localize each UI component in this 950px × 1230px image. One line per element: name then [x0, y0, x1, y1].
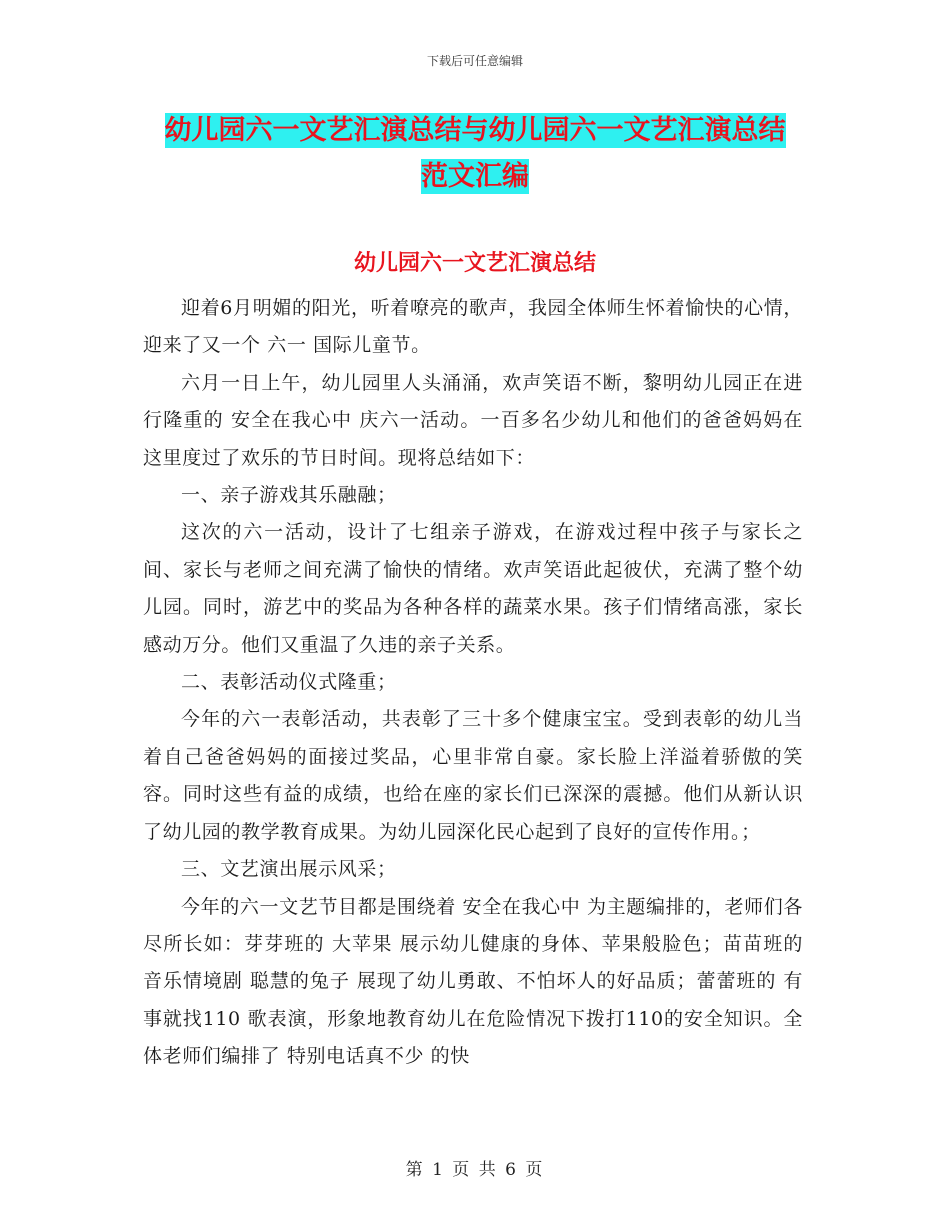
page-header-note: 下载后可任意编辑	[426, 54, 523, 68]
document-title-line-1: 幼儿园六一文艺汇演总结与幼儿园六一文艺汇演总结	[164, 115, 786, 146]
paragraph: 今年的六一文艺节目都是围绕着 安全在我心中 为主题编排的，老师们各尽所长如：芽芽班的 大苹果 展示幼儿健康的身体、苹果般脸色；苗苗班的音乐情境剧 聪慧的兔子 展现了幼儿勇敢、不怕坏人的好品质；蕾蕾班的 有事就找110 歌表演，形象地教育幼儿在危险情况下拨打110的安全知识。全体老师们编排了 特别电话真不少 的快	[143, 895, 803, 1068]
paragraph: 今年的六一表彰活动，共表彰了三十多个健康宝宝。受到表彰的幼儿当着自己爸爸妈妈的面接过奖品，心里非常自豪。家长脸上洋溢着骄傲的笑容。同时这些有益的成绩，也给在座的家长们已深深的震撼。他们从新认识了幼儿园的教学教育成果。为幼儿园深化民心起到了良好的宣传作用。；	[143, 708, 803, 843]
paragraph: 六月一日上午，幼儿园里人头涌涌，欢声笑语不断，黎明幼儿园正在进行隆重的 安全在我心中 庆六一活动。一百多名少幼儿和他们的爸爸妈妈在这里度过了欢乐的节日时间。现将总结如下：	[143, 371, 803, 469]
document-body	[143, 290, 803, 1076]
document-title-line-2: 范文汇编	[421, 161, 529, 192]
paragraph: 这次的六一活动，设计了七组亲子游戏，在游戏过程中孩子与家长之间、家长与老师之间充满了愉快的情绪。欢声笑语此起彼伏，充满了整个幼儿园。同时，游艺中的奖品为各种各样的蔬菜水果。孩子们情绪高涨，家长感动万分。他们又重温了久违的亲子关系。	[143, 521, 803, 656]
section-title: 幼儿园六一文艺汇演总结	[353, 251, 596, 276]
page-footer: 第 1 页 共 6 页	[405, 1160, 545, 1180]
section-heading-2: 二、表彰活动仪式隆重；	[181, 671, 397, 694]
section-heading-1: 一、亲子游戏其乐融融；	[181, 484, 397, 507]
document-title	[0, 108, 950, 200]
section-heading-3: 三、文艺演出展示风采；	[181, 858, 397, 881]
paragraph: 迎着6月明媚的阳光，听着嘹亮的歌声，我园全体师生怀着愉快的心情，迎来了又一个 六一 国际儿童节。	[143, 297, 803, 357]
